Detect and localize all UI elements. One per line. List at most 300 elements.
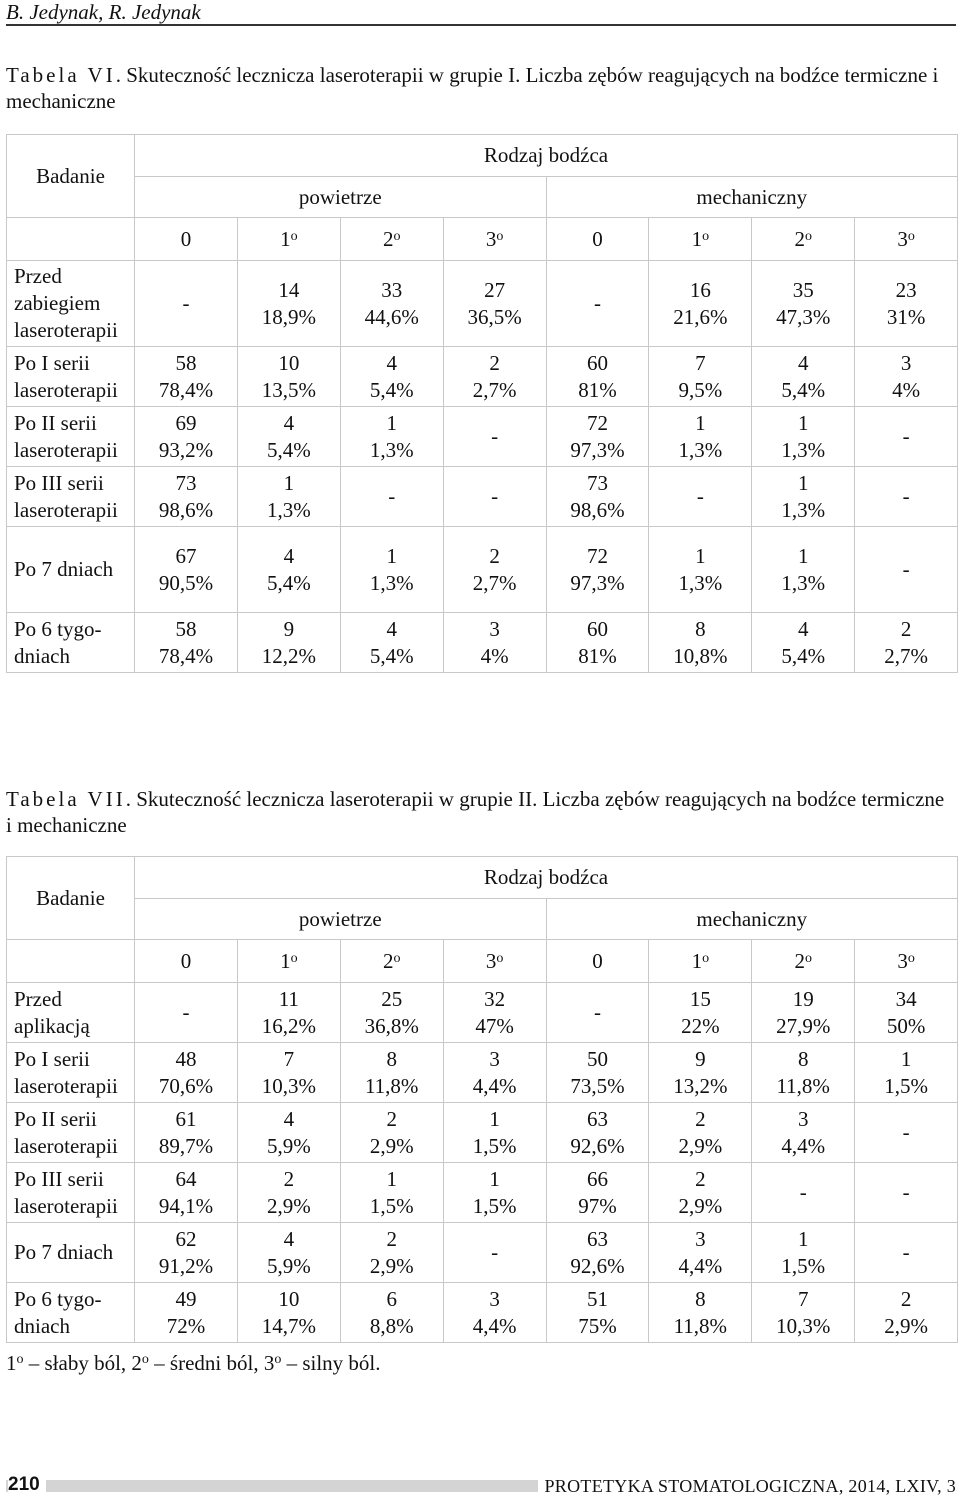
cell-value: 5,4%: [369, 377, 414, 402]
cell-value: 48: [175, 1046, 197, 1071]
cell-value: 8,8%: [369, 1313, 414, 1338]
row-label-line: laseroterapii: [14, 437, 118, 462]
cell-value: -: [593, 291, 601, 315]
cell-value: 62: [175, 1226, 197, 1251]
data-cell: [340, 407, 443, 467]
row-label-line: Po 7 dniach: [14, 557, 114, 581]
data-cell: [855, 527, 958, 613]
cell-value: -: [491, 424, 499, 448]
table6-mechaniczny-header: mechaniczny: [546, 177, 958, 218]
cell-value: 13,2%: [673, 1073, 728, 1098]
cell-value: 10: [278, 1286, 300, 1311]
cell-value: 5,4%: [266, 437, 311, 462]
table6-degree-row: [7, 218, 958, 261]
data-cell: [443, 1103, 546, 1163]
header-rule: [6, 24, 956, 26]
data-cell: [546, 467, 649, 527]
data-cell: [340, 261, 443, 347]
cell-value: 15: [689, 986, 711, 1011]
data-cell: [443, 983, 546, 1043]
cell-value: 4%: [892, 377, 921, 402]
row-label: [7, 467, 135, 527]
cell-value: 51: [586, 1286, 608, 1311]
data-cell: [752, 1103, 855, 1163]
row-label-line: Przed: [14, 264, 62, 288]
data-cell: [752, 983, 855, 1043]
data-cell: [855, 1163, 958, 1223]
data-cell: [443, 1163, 546, 1223]
data-cell: [340, 1103, 443, 1163]
data-cell: [340, 1163, 443, 1223]
data-cell: [237, 1163, 340, 1223]
data-cell: [237, 613, 340, 673]
row-label-line: Po 7 dniach: [14, 1240, 114, 1264]
cell-value: 8: [797, 1046, 809, 1071]
cell-value: 49: [175, 1286, 197, 1311]
cell-value: 1: [695, 410, 706, 435]
data-cell: [855, 261, 958, 347]
table6-header-row-rodzaj: [7, 135, 958, 177]
cell-value: 2: [489, 350, 500, 375]
cell-value: -: [902, 1240, 910, 1264]
cell-value: 11,8%: [776, 1073, 830, 1098]
data-cell: [855, 1103, 958, 1163]
data-cell: [443, 407, 546, 467]
cell-value: -: [388, 484, 396, 508]
degree-header-cell: 3$^o$: [443, 218, 546, 261]
cell-value: 4,4%: [472, 1073, 517, 1098]
table7: [6, 856, 958, 1343]
cell-value: 4: [283, 1226, 295, 1251]
cell-value: 5,9%: [266, 1253, 311, 1278]
cell-value: -: [902, 1180, 910, 1204]
cell-value: 1: [900, 1046, 912, 1071]
data-cell: [752, 527, 855, 613]
cell-value: 27,9%: [776, 1013, 831, 1038]
data-cell: [135, 261, 238, 347]
footnote-part: 2$^o$ – średni ból,: [131, 1351, 264, 1375]
degree-header-cell: 0: [135, 940, 238, 983]
cell-value: 4,4%: [781, 1133, 826, 1158]
data-cell: [546, 983, 649, 1043]
cell-value: 97,3%: [570, 570, 625, 595]
cell-value: 33: [381, 277, 403, 302]
row-label-line: laseroterapii: [14, 377, 118, 402]
table6-badanie-header: Badanie: [7, 135, 135, 218]
degree-header-cell: 1$^o$: [649, 218, 752, 261]
cell-value: 2,7%: [472, 570, 517, 595]
footnote-part: 1$^o$ – słaby ból,: [6, 1351, 132, 1375]
cell-value: 22%: [681, 1013, 720, 1038]
cell-value: -: [902, 484, 910, 508]
cell-value: 97,3%: [570, 437, 625, 462]
cell-value: 1: [489, 1166, 500, 1191]
data-cell: [135, 1283, 238, 1343]
data-cell: [237, 1283, 340, 1343]
cell-value: 9: [695, 1046, 706, 1071]
data-cell: [546, 1043, 649, 1103]
row-label-line: Po II serii: [14, 410, 97, 435]
cell-value: 1,3%: [369, 570, 414, 595]
cell-value: 7: [283, 1046, 295, 1071]
cell-value: 10: [278, 350, 300, 375]
cell-value: 2,7%: [472, 377, 517, 402]
data-cell: [649, 261, 752, 347]
data-cell: [340, 347, 443, 407]
cell-value: 1: [489, 1106, 500, 1131]
cell-value: 18,9%: [261, 304, 316, 329]
data-cell: [546, 407, 649, 467]
cell-value: 4: [283, 543, 295, 568]
data-cell: [340, 467, 443, 527]
data-cell: [135, 983, 238, 1043]
table7-badanie-header: Badanie: [7, 857, 135, 940]
cell-value: 97%: [578, 1193, 617, 1218]
row-label: [7, 407, 135, 467]
cell-value: -: [902, 424, 910, 448]
cell-value: 2,9%: [678, 1133, 723, 1158]
data-cell: [443, 467, 546, 527]
cell-value: 73: [586, 470, 608, 495]
cell-value: 1: [797, 470, 809, 495]
cell-value: 8: [695, 1286, 706, 1311]
cell-value: 98,6%: [158, 497, 214, 522]
row-label: [7, 983, 135, 1043]
data-cell: [443, 347, 546, 407]
degree-header-cell: 1$^o$: [649, 940, 752, 983]
row-label-line: laseroterapii: [14, 1193, 118, 1218]
data-cell: [752, 347, 855, 407]
cell-value: 3: [489, 1046, 500, 1071]
data-cell: [340, 983, 443, 1043]
data-cell: [649, 613, 752, 673]
cell-value: 2: [900, 1286, 912, 1311]
degree-header-cell: 3$^o$: [855, 940, 958, 983]
cell-value: 5,4%: [781, 643, 826, 668]
table7-mechaniczny-header: mechaniczny: [546, 899, 958, 940]
table7-caption-text: . Skuteczność lecznicza laseroterapii w grupie II. Liczba zębów reagujących na bodźce termiczne i mechaniczne: [6, 787, 945, 837]
footnote: [6, 1350, 381, 1376]
data-cell: [752, 261, 855, 347]
cell-value: 47%: [475, 1013, 514, 1038]
data-cell: [546, 1283, 649, 1343]
data-cell: [340, 1043, 443, 1103]
cell-value: 16,2%: [261, 1013, 316, 1038]
cell-value: 61: [175, 1106, 197, 1131]
cell-value: 1: [283, 470, 295, 495]
data-cell: [855, 1223, 958, 1283]
data-cell: [649, 1043, 752, 1103]
data-cell: [752, 467, 855, 527]
row-label-line: Po II serii: [14, 1106, 97, 1131]
cell-value: 8: [695, 616, 706, 641]
cell-value: 90,5%: [158, 570, 214, 595]
row-label-line: zabiegiem: [14, 291, 101, 315]
degree-header-cell: 1$^o$: [237, 940, 340, 983]
data-cell: [649, 347, 752, 407]
table-row: [7, 1283, 958, 1343]
cell-value: 69: [175, 410, 197, 435]
data-cell: [443, 613, 546, 673]
data-cell: [546, 1163, 649, 1223]
cell-value: 1,3%: [369, 437, 414, 462]
cell-value: 2,9%: [369, 1133, 414, 1158]
table-row: [7, 261, 958, 347]
cell-value: 2: [695, 1106, 706, 1131]
cell-value: 98,6%: [570, 497, 625, 522]
cell-value: 8: [386, 1046, 397, 1071]
cell-value: 36,8%: [364, 1013, 419, 1038]
data-cell: [855, 1043, 958, 1103]
data-cell: [649, 407, 752, 467]
cell-value: 14: [278, 277, 300, 302]
cell-value: 10,3%: [776, 1313, 831, 1338]
cell-value: 1: [797, 410, 809, 435]
table-row: [7, 1043, 958, 1103]
data-cell: [443, 261, 546, 347]
row-label-line: Po 6 tygo-: [14, 616, 102, 641]
data-cell: [135, 407, 238, 467]
data-cell: [237, 347, 340, 407]
page-number: 210: [8, 1473, 46, 1497]
cell-value: 50%: [886, 1013, 926, 1038]
data-cell: [237, 1043, 340, 1103]
cell-value: 1: [797, 1226, 809, 1251]
data-cell: [546, 613, 649, 673]
data-cell: [135, 467, 238, 527]
data-cell: [135, 527, 238, 613]
table-row: [7, 347, 958, 407]
cell-value: 4%: [480, 643, 509, 668]
cell-value: 75%: [578, 1313, 617, 1338]
cell-value: 5,4%: [266, 570, 311, 595]
data-cell: [237, 527, 340, 613]
cell-value: 9,5%: [678, 377, 723, 402]
running-header: B. Jedynak, R. Jedynak: [6, 0, 201, 24]
cell-value: 94,1%: [158, 1193, 214, 1218]
data-cell: [855, 407, 958, 467]
degree-header-cell: 2$^o$: [340, 218, 443, 261]
cell-value: 4: [797, 350, 809, 375]
table7-caption: [6, 786, 954, 838]
cell-value: 14,7%: [261, 1313, 316, 1338]
cell-value: 73: [175, 470, 197, 495]
data-cell: [340, 613, 443, 673]
data-cell: [752, 1043, 855, 1103]
table-row: [7, 613, 958, 673]
cell-value: 2,9%: [369, 1253, 414, 1278]
table7-rodzaj-header: Rodzaj bodźca: [135, 857, 958, 899]
cell-value: 72: [586, 410, 608, 435]
cell-value: 35: [792, 277, 814, 302]
cell-value: 1,5%: [884, 1073, 928, 1098]
row-label: [7, 347, 135, 407]
table-row: [7, 983, 958, 1043]
cell-value: 1: [695, 543, 706, 568]
cell-value: 1,3%: [781, 437, 826, 462]
cell-value: 78,4%: [158, 377, 214, 402]
row-label-line: dniach: [14, 1313, 70, 1338]
data-cell: [649, 527, 752, 613]
cell-value: 1: [386, 1166, 397, 1191]
cell-value: 10,8%: [673, 643, 728, 668]
cell-value: 2: [900, 616, 912, 641]
cell-value: -: [799, 1180, 807, 1204]
cell-value: 63: [586, 1106, 608, 1131]
cell-value: 34: [895, 986, 917, 1011]
row-label: [7, 613, 135, 673]
cell-value: 2: [386, 1106, 397, 1131]
table7-degree-empty-cell: [7, 940, 135, 983]
cell-value: 32: [484, 986, 506, 1011]
cell-value: 67: [175, 543, 197, 568]
cell-value: 2,9%: [678, 1193, 723, 1218]
data-cell: [340, 527, 443, 613]
cell-value: 3: [489, 616, 500, 641]
data-cell: [855, 1283, 958, 1343]
table-row: [7, 1223, 958, 1283]
data-cell: [546, 261, 649, 347]
cell-value: 4: [283, 1106, 295, 1131]
cell-value: 4,4%: [678, 1253, 723, 1278]
data-cell: [546, 527, 649, 613]
cell-value: -: [696, 484, 704, 508]
cell-value: 19: [792, 986, 814, 1011]
data-cell: [135, 1223, 238, 1283]
cell-value: 1,5%: [472, 1133, 517, 1158]
table6-powietrze-header: powietrze: [135, 177, 547, 218]
cell-value: 11: [278, 986, 299, 1011]
cell-value: 93,2%: [158, 437, 214, 462]
data-cell: [752, 1283, 855, 1343]
data-cell: [135, 1163, 238, 1223]
row-label-line: Po I serii: [14, 1046, 90, 1071]
row-label: [7, 1043, 135, 1103]
cell-value: 91,2%: [158, 1253, 214, 1278]
row-label: [7, 1163, 135, 1223]
cell-value: 47,3%: [776, 304, 831, 329]
degree-header-cell: 0: [546, 218, 649, 261]
cell-value: 1,3%: [266, 497, 311, 522]
table-row: [7, 1163, 958, 1223]
cell-value: 2: [283, 1166, 295, 1191]
cell-value: 92,6%: [570, 1133, 625, 1158]
row-label-line: Po I serii: [14, 350, 90, 375]
cell-value: 31%: [886, 304, 926, 329]
table7-powietrze-header: powietrze: [135, 899, 547, 940]
row-label-line: Po III serii: [14, 470, 104, 495]
cell-value: -: [491, 1240, 499, 1264]
cell-value: 5,4%: [781, 377, 826, 402]
data-cell: [649, 1103, 752, 1163]
cell-value: 64: [175, 1166, 197, 1191]
data-cell: [340, 1223, 443, 1283]
cell-value: -: [182, 291, 190, 315]
table7-body: [7, 857, 958, 1343]
cell-value: 72: [586, 543, 608, 568]
degree-header-cell: 2$^o$: [340, 940, 443, 983]
cell-value: 1,5%: [781, 1253, 826, 1278]
data-cell: [443, 527, 546, 613]
cell-value: 66: [586, 1166, 608, 1191]
data-cell: [237, 1103, 340, 1163]
row-label: [7, 1223, 135, 1283]
degree-header-cell: 3$^o$: [855, 218, 958, 261]
cell-value: 12,2%: [261, 643, 316, 668]
row-label: [7, 527, 135, 613]
degree-header-cell: 1$^o$: [237, 218, 340, 261]
table6: [6, 134, 958, 673]
row-label-line: laseroterapii: [14, 497, 118, 522]
cell-value: 16: [689, 277, 711, 302]
degree-header-cell: 3$^o$: [443, 940, 546, 983]
degree-header-cell: 2$^o$: [752, 940, 855, 983]
cell-value: 4: [386, 616, 397, 641]
table-row: [7, 1103, 958, 1163]
cell-value: 72%: [166, 1313, 206, 1338]
data-cell: [443, 1043, 546, 1103]
degree-header-cell: 0: [546, 940, 649, 983]
cell-value: 2: [386, 1226, 397, 1251]
cell-value: 4: [386, 350, 397, 375]
cell-value: 92,6%: [570, 1253, 625, 1278]
data-cell: [135, 1043, 238, 1103]
cell-value: 2,9%: [266, 1193, 311, 1218]
cell-value: 3: [797, 1106, 809, 1131]
data-cell: [237, 983, 340, 1043]
cell-value: 1: [386, 410, 397, 435]
cell-value: 81%: [578, 643, 617, 668]
cell-value: 9: [283, 616, 295, 641]
data-cell: [443, 1223, 546, 1283]
data-cell: [855, 983, 958, 1043]
row-label-line: Po III serii: [14, 1166, 104, 1191]
journal-name: PROTETYKA STOMATOLOGICZNA, 2014, LXIV, 3: [538, 1474, 956, 1498]
cell-value: 2,9%: [884, 1313, 928, 1338]
data-cell: [752, 407, 855, 467]
cell-value: 60: [586, 350, 608, 375]
cell-value: 1,5%: [369, 1193, 414, 1218]
cell-value: 1,3%: [678, 437, 723, 462]
cell-value: 4,4%: [472, 1313, 517, 1338]
row-label-line: Przed: [14, 986, 62, 1011]
cell-value: 23: [895, 277, 917, 302]
cell-value: 11,8%: [364, 1073, 419, 1098]
data-cell: [649, 1283, 752, 1343]
degree-header-cell: 0: [135, 218, 238, 261]
row-label: [7, 1103, 135, 1163]
cell-value: 1,3%: [781, 497, 826, 522]
cell-value: -: [491, 484, 499, 508]
table-row: [7, 527, 958, 613]
cell-value: -: [902, 557, 910, 581]
cell-value: 2: [489, 543, 500, 568]
table-row: [7, 407, 958, 467]
footnote-part: 3$^o$ – silny ból.: [263, 1351, 381, 1375]
data-cell: [135, 1103, 238, 1163]
cell-value: 10,3%: [261, 1073, 316, 1098]
cell-value: 60: [586, 616, 608, 641]
table6-rodzaj-header: Rodzaj bodźca: [135, 135, 958, 177]
cell-value: 11,8%: [673, 1313, 728, 1338]
data-cell: [752, 1163, 855, 1223]
cell-value: -: [593, 1000, 601, 1024]
table6-degree-empty-cell: [7, 218, 135, 261]
cell-value: 13,5%: [261, 377, 316, 402]
cell-value: -: [902, 1120, 910, 1144]
data-cell: [340, 1283, 443, 1343]
row-label-line: aplikacją: [14, 1013, 90, 1038]
